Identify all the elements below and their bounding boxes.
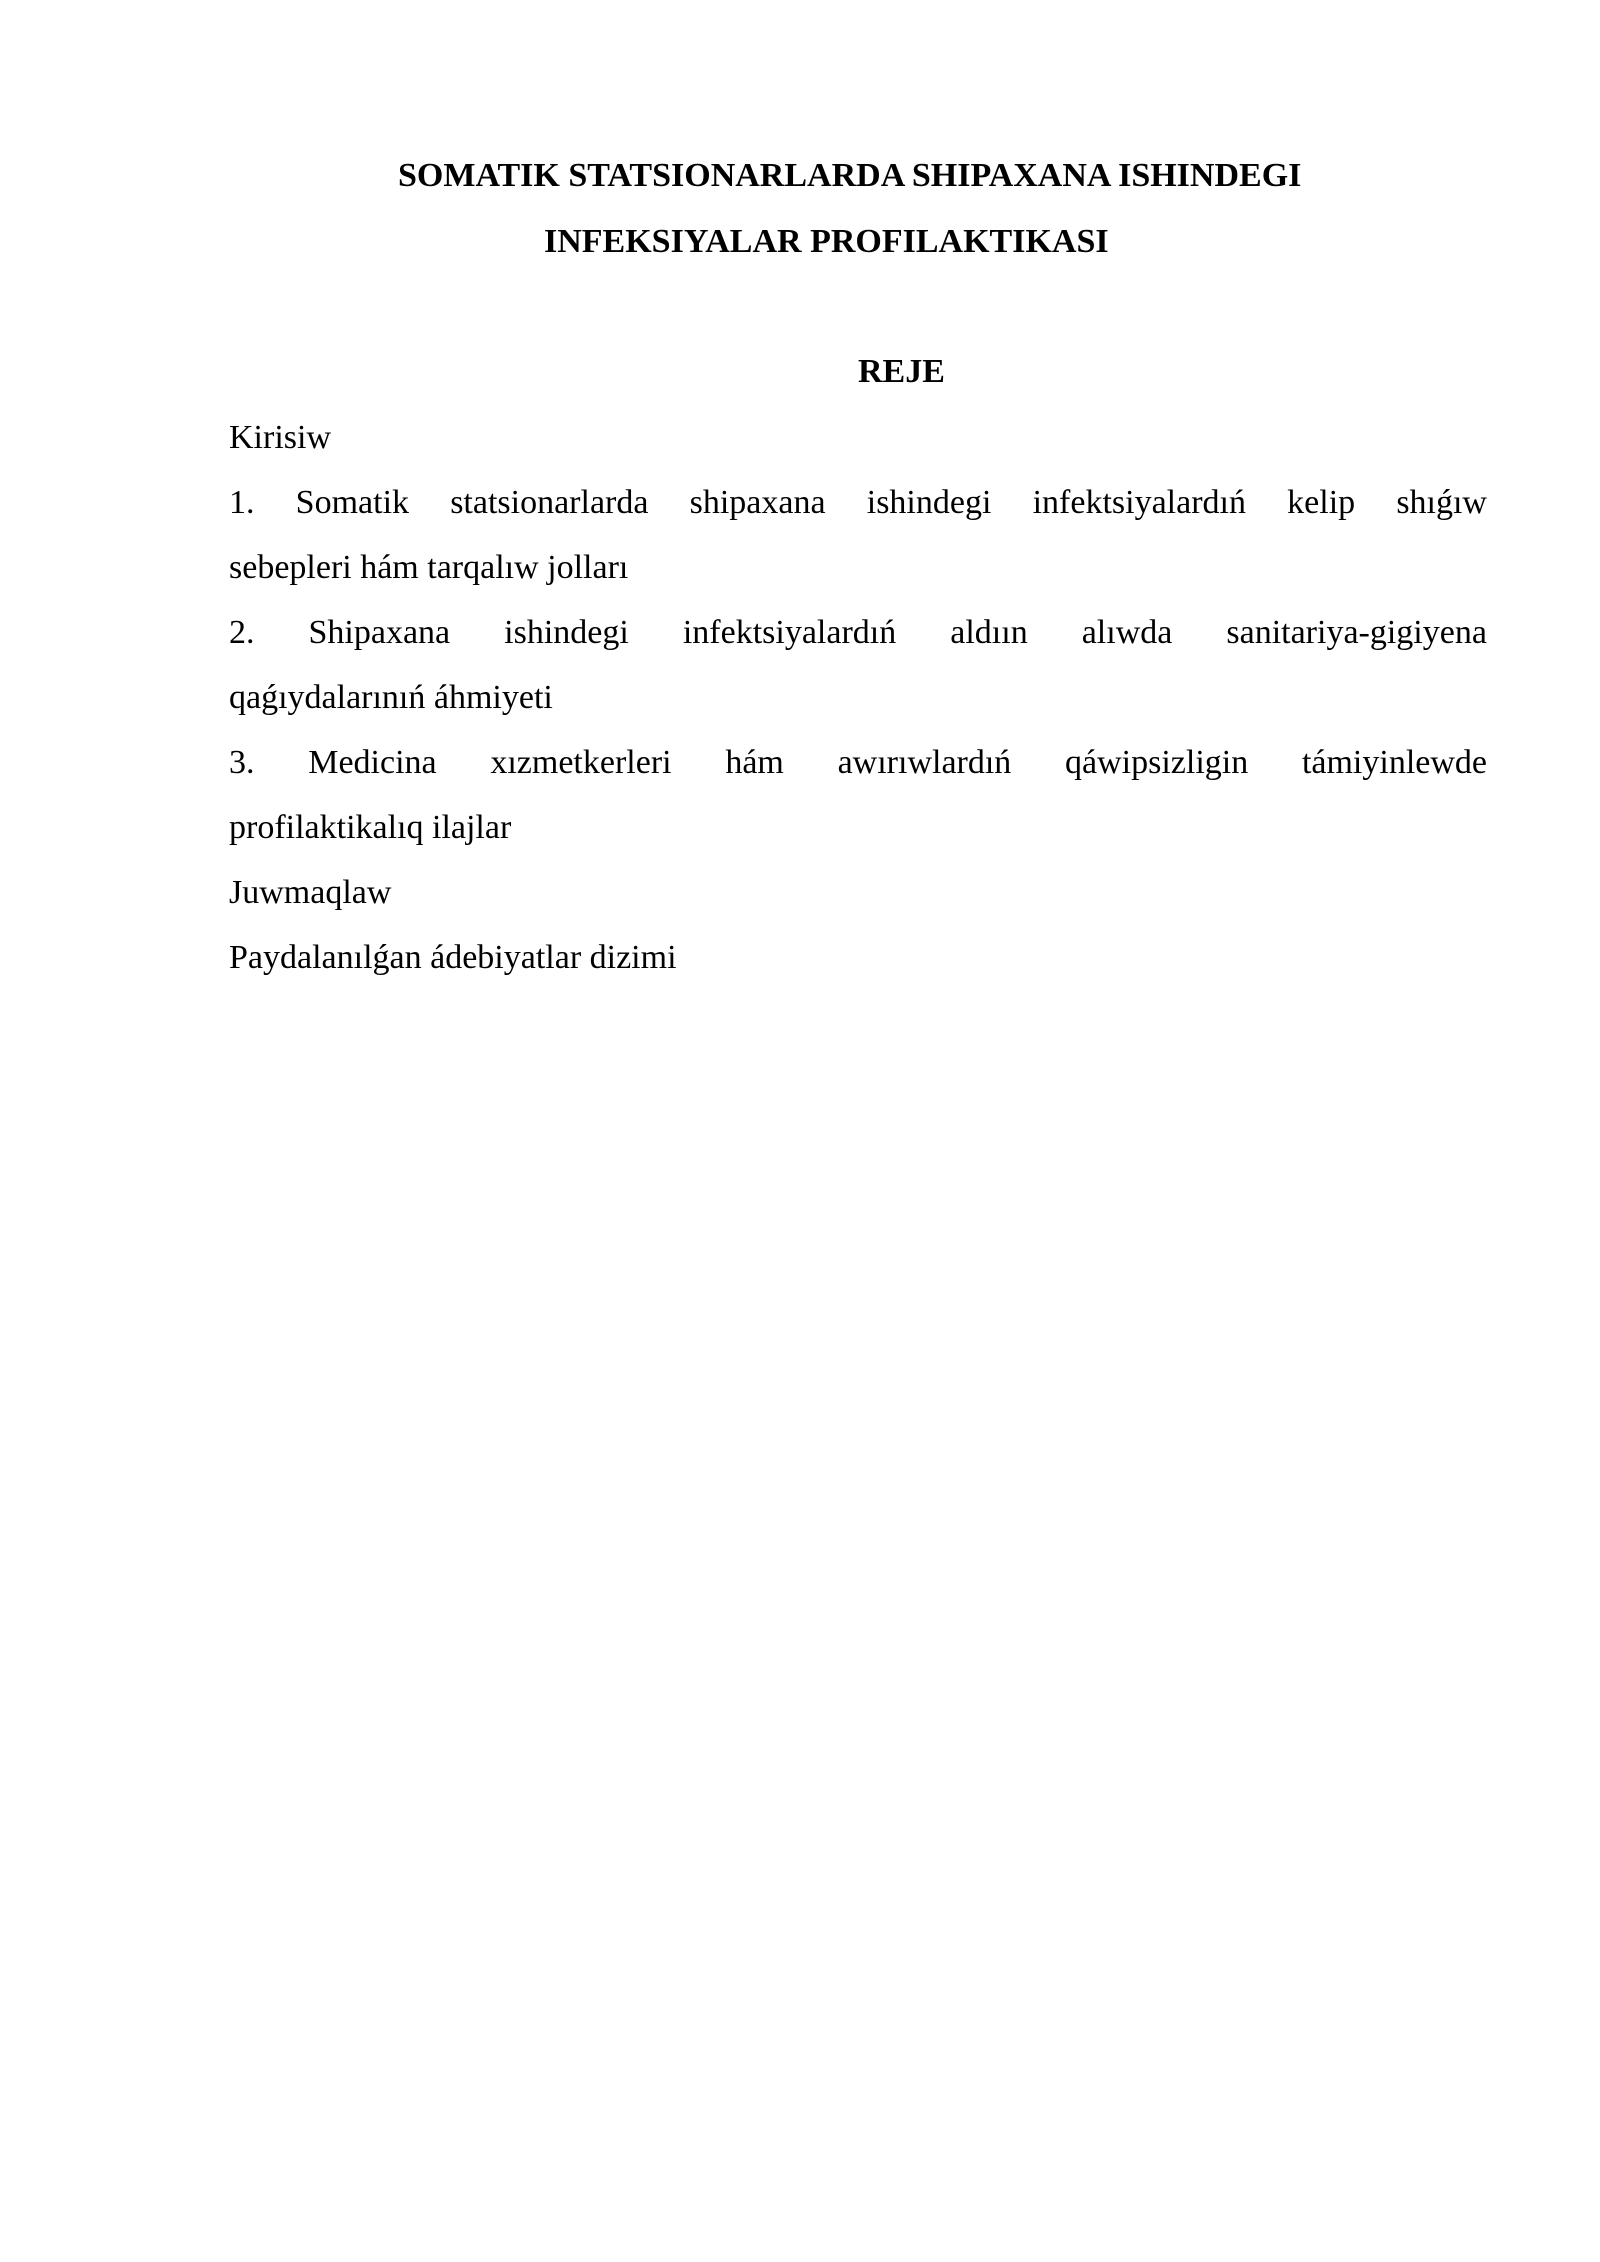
- word: Somatik: [295, 484, 410, 521]
- conclusion-label: Juwmaqlaw: [229, 874, 392, 911]
- word: aldıın: [950, 614, 1028, 651]
- word: alıwda: [1081, 614, 1173, 651]
- plan-item-1-line-1: [229, 470, 1487, 535]
- plan-item-1: [229, 470, 1487, 600]
- references-label: Paydalanılǵan ádebiyatlar dizimi: [229, 939, 677, 976]
- plan-item-3: [229, 730, 1487, 860]
- word: Shipaxana: [308, 614, 451, 651]
- references-item: [229, 925, 1487, 990]
- word: xızmetkerleri: [490, 744, 672, 781]
- word: awırıwlardıń: [837, 744, 1012, 781]
- word: Medicina: [308, 744, 437, 781]
- plan-item-2-line-2: qaǵıydalarınıń áhmiyeti: [229, 679, 553, 716]
- intro-item: [229, 405, 1487, 470]
- word: shipaxana: [689, 484, 826, 521]
- intro-label: Kirisiw: [229, 419, 331, 456]
- conclusion-item: [229, 860, 1487, 925]
- word: 3.: [229, 744, 255, 781]
- plan-item-1-line-2: sebepleri hám tarqalıw jolları: [229, 549, 629, 586]
- word: qáwipsizligin: [1065, 744, 1249, 781]
- plan-item-2: [229, 600, 1487, 730]
- document-title-line-2: INFEKSIYALAR PROFILAKTIKASI: [544, 223, 1109, 260]
- word: kelip: [1287, 484, 1356, 521]
- word: 1.: [229, 484, 255, 521]
- word: ishindegi: [866, 484, 992, 521]
- plan-item-2-line-1: [229, 600, 1487, 665]
- document-title-line-1: SOMATIK STATSIONARLARDA SHIPAXANA ISHINDEGI: [398, 157, 1302, 194]
- word: sanitariya-gigiyena: [1226, 614, 1487, 651]
- word: shıǵıw: [1396, 484, 1487, 521]
- word: támiyinlewde: [1301, 744, 1487, 781]
- word: statsionarlarda: [450, 484, 649, 521]
- word: infektsiyalardıń: [682, 614, 897, 651]
- word: infektsiyalardıń: [1032, 484, 1246, 521]
- word: hám: [725, 744, 784, 781]
- plan-heading: REJE: [858, 353, 945, 390]
- plan-item-3-line-2: profilaktikalıq ilajlar: [229, 809, 512, 846]
- plan-item-3-line-1: [229, 730, 1487, 795]
- word: ishindegi: [504, 614, 629, 651]
- word: 2.: [229, 614, 255, 651]
